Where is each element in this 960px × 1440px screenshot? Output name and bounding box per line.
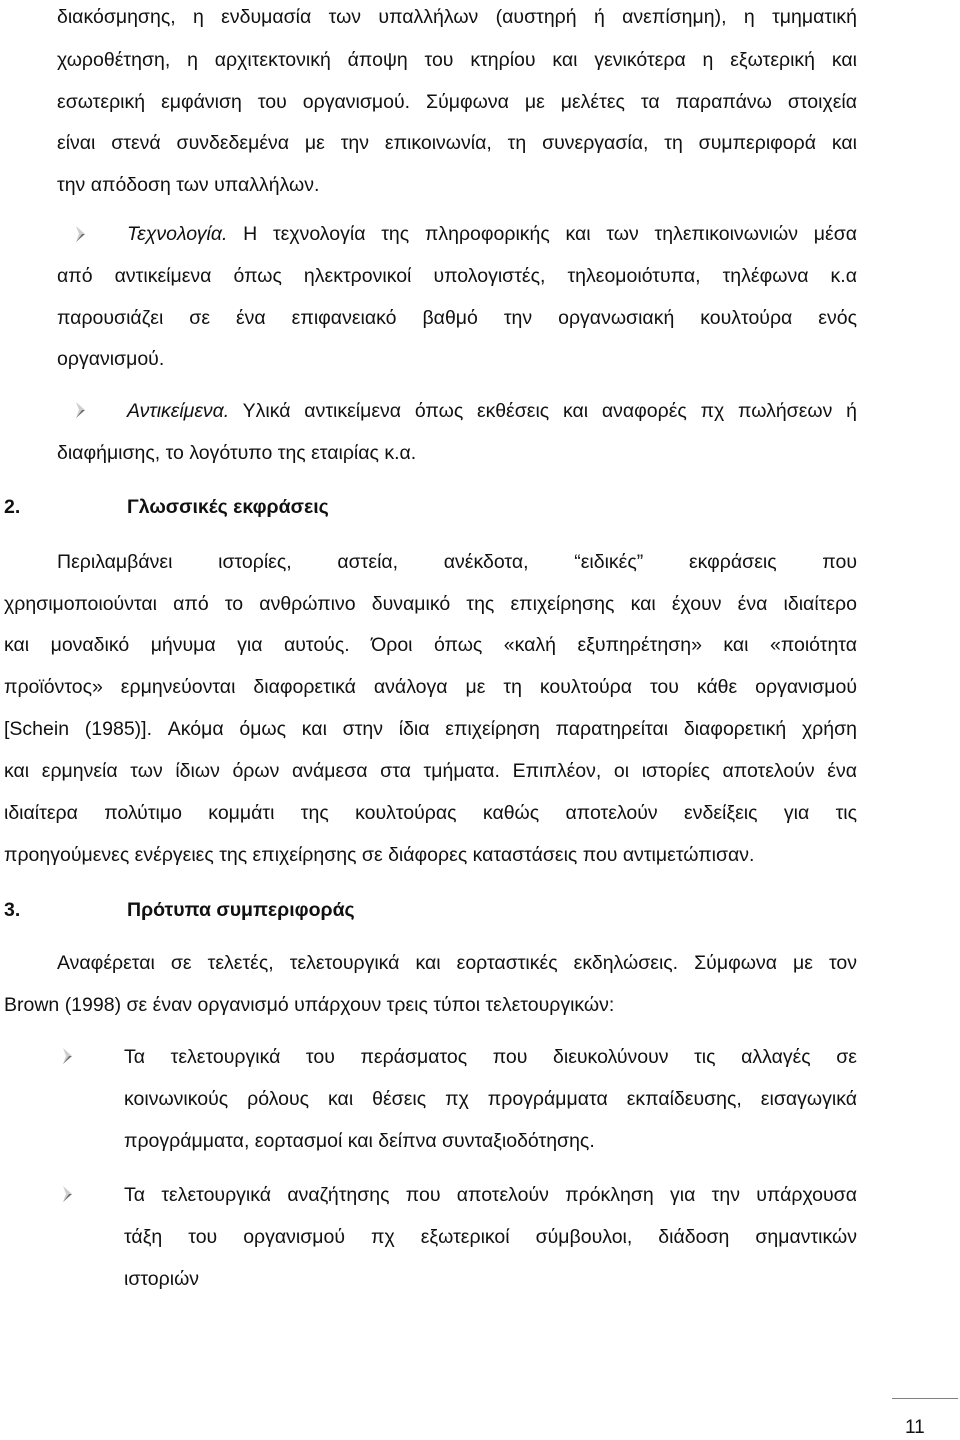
section-2-line: και ερμηνεία των ίδιων όρων ανάμεσα στα τμήματα. Επιπλέον, οι ιστορίες αποτελούν ένα — [4, 760, 857, 782]
bullet-technology-term: Τεχνολογία. — [127, 223, 228, 245]
section-3-title: Πρότυπα συμπεριφοράς — [127, 899, 355, 921]
bullet-objects-term: Αντικείμενα. — [127, 400, 230, 422]
ritual-bullet-line: τάξη του οργανισμού πχ εξωτερικοί σύμβουλοι, διάδοση σημαντικών — [124, 1226, 857, 1248]
page-number: 11 — [905, 1417, 925, 1438]
ritual-bullet-line: ιστοριών — [124, 1268, 200, 1290]
intro-line: χωροθέτηση, η αρχιτεκτονική άποψη του κτηρίου και γενικότερα η εξωτερική και — [57, 49, 857, 71]
bullet-objects-text: Υλικά αντικείμενα όπως εκθέσεις και αναφορές πχ πωλήσεων ή — [229, 400, 857, 422]
section-2-title: Γλωσσικές εκφράσεις — [127, 496, 329, 518]
bullet-technology-line: οργανισμού. — [57, 348, 165, 370]
intro-line: είναι στενά συνδεδεμένα με την επικοινωνία, τη συνεργασία, τη συμπεριφορά και — [57, 132, 857, 154]
intro-line: την απόδοση των υπαλλήλων. — [57, 174, 320, 196]
chevron-right-icon — [60, 1046, 76, 1066]
section-3-line: Brown (1998) σε έναν οργανισμό υπάρχουν τρεις τύποι τελετουργικών: — [4, 994, 615, 1016]
section-2-line: προηγούμενες ενέργειες της επιχείρησης σε διάφορες καταστάσεις που αντιμετώπισαν. — [4, 844, 755, 866]
bullet-objects-first-line — [127, 398, 857, 424]
ritual-bullet-line: Τα τελετουργικά του περάσματος που διευκολύνουν τις αλλαγές σε — [124, 1046, 857, 1068]
ritual-bullet-line: κοινωνικούς ρόλους και θέσεις πχ προγράμματα εκπαίδευσης, εισαγωγικά — [124, 1088, 857, 1110]
ritual-bullet-line: προγράμματα, εορτασμοί και δείπνα συνταξιοδότησης. — [124, 1130, 595, 1152]
intro-line: διακόσμησης, η ενδυμασία των υπαλλήλων (αυστηρή ή ανεπίσημη), η τμηματική — [57, 6, 857, 28]
bullet-technology-line: από αντικείμενα όπως ηλεκτρονικοί υπολογιστές, τηλεομοιότυπα, τηλέφωνα κ.α — [57, 265, 857, 287]
bullet-technology-first-line — [127, 221, 857, 247]
section-2-line: Περιλαμβάνει ιστορίες, αστεία, ανέκδοτα, “ειδικές” εκφράσεις που — [57, 551, 857, 573]
chevron-right-icon — [73, 224, 89, 244]
section-2-line: προϊόντος» ερμηνεύονται διαφορετικά ανάλογα με τη κουλτούρα του κάθε οργανισμού — [4, 676, 857, 698]
section-2-line: και μοναδικό μήνυμα για αυτούς. Όροι όπως «καλή εξυπηρέτηση» και «ποιότητα — [4, 634, 857, 656]
ritual-bullet-line: Τα τελετουργικά αναζήτησης που αποτελούν πρόκληση για την υπάρχουσα — [124, 1184, 857, 1206]
section-2-number: 2. — [4, 496, 21, 518]
section-3-line: Αναφέρεται σε τελετές, τελετουργικά και εορταστικές εκδηλώσεις. Σύμφωνα με τον — [57, 952, 857, 974]
intro-line: εσωτερική εμφάνιση του οργανισμού. Σύμφωνα με μελέτες τα παραπάνω στοιχεία — [57, 91, 857, 113]
section-2-line: [Schein (1985)]. Ακόμα όμως και στην ίδια επιχείρηση παρατηρείται διαφορετική χρήση — [4, 718, 857, 740]
bullet-objects-line: διαφήμισης, το λογότυπο της εταιρίας κ.α. — [57, 442, 417, 464]
bullet-technology-line: παρουσιάζει σε ένα επιφανειακό βαθμό την οργανωσιακή κουλτούρα ενός — [57, 307, 857, 329]
page-number-rule — [892, 1398, 958, 1399]
section-2-line: χρησιμοποιούνται από το ανθρώπινο δυναμικό της επιχείρησης και έχουν ένα ιδιαίτερο — [4, 593, 857, 615]
bullet-technology-text: Η τεχνολογία της πληροφορικής και των τηλεπικοινωνιών μέσα — [227, 223, 857, 245]
section-2-line: ιδιαίτερα πολύτιμο κομμάτι της κουλτούρας καθώς αποτελούν ενδείξεις για τις — [4, 802, 857, 824]
section-3-number: 3. — [4, 899, 21, 921]
chevron-right-icon — [73, 400, 89, 420]
chevron-right-icon — [60, 1184, 76, 1204]
